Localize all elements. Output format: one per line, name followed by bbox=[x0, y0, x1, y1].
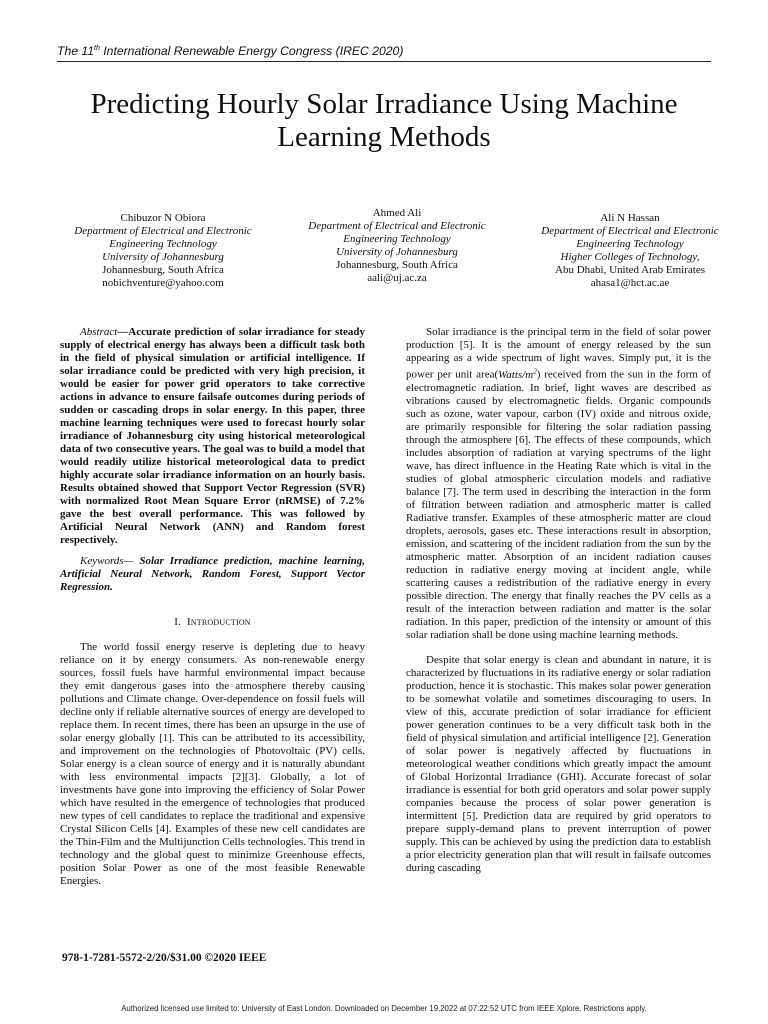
irradiance-text-after: ) received from the sun in the form of electromagnetic radiation. In brief, light waves are described as vibrations caused by electromagnetic fields. Organic compounds such as ozone, water vapour, carbon (IV) oxide and nitrous oxide, are primarily responsible for filtering the solar radiation passing through the atmosphere [6]. The effects of these compounds, which includes absorption of radiation at varying spectrums of the light wave, has direct influence in the Heating Rate which is vital in the studies of global atmospheric circulation models and radiative balance [7]. The term used in describing the interaction in the form of filtration between radiation and atmospheric matter is called Radiative transfer. Examples of these atmospheric matter are cloud droplets, aerosols, gases etc. These interactions result in absorption, emission, and scattering of the incident radiation from the sun by the atmospheric matter. Absorption of an incident radiation causes reduction in radiative energy moving at incident angle, while scattering causes a redistribution of the radiative energy in every possible direction. The energy that finally reaches the PV cells as a result of the interaction between radiation and matter is the solar radiation. In this paper, prediction of the intensity or amount of this solar radiation shall be done using machine learning methods. bbox=[406, 368, 711, 641]
author-dept: Department of Electrical and Electronic Engineering Technology bbox=[541, 225, 719, 250]
abstract bbox=[60, 326, 365, 547]
author-name: Chibuzor N Obiora bbox=[120, 212, 206, 224]
keywords-lead: Keywords— bbox=[80, 555, 134, 567]
left-column bbox=[60, 326, 365, 888]
right-column bbox=[406, 326, 711, 875]
keywords bbox=[60, 555, 365, 594]
author-location: Abu Dhabi, United Arab Emirates bbox=[555, 264, 705, 276]
author-university: Higher Colleges of Technology, bbox=[560, 251, 700, 263]
paper-title: Predicting Hourly Solar Irradiance Using Machine Learning Methods bbox=[90, 88, 678, 153]
conference-ordinal: th bbox=[94, 44, 100, 52]
author-university: University of Johannesburg bbox=[102, 251, 224, 263]
section-numeral: I. bbox=[174, 616, 182, 628]
unit-formula bbox=[498, 369, 537, 381]
license-footer: Authorized licensed use limited to: University of East London. Downloaded on December 19,2022 at 07:22:52 UTC from IEEE Xplore. Restrictions apply. bbox=[121, 1004, 647, 1013]
keywords-text: Solar Irradiance prediction, machine learning, Artificial Neural Network, Random Forest, Support Vector Regression. bbox=[60, 555, 365, 593]
author-email[interactable]: ahasa1@hct.ac.ae bbox=[590, 277, 670, 289]
irradiance-text-before: Solar irradiance is the principal term in the field of solar power production [5]. It is the amount of energy released by the sun appearing as a wide spectrum of light waves. Simply put, it is the power per unit area( bbox=[406, 326, 711, 381]
author-email[interactable]: nobichventure@yahoo.com bbox=[102, 277, 224, 289]
unit-formula-exponent: 2 bbox=[533, 367, 537, 375]
author-dept: Department of Electrical and Electronic Engineering Technology bbox=[308, 220, 486, 245]
conference-prefix: The 11 bbox=[57, 44, 95, 58]
section-heading-introduction bbox=[60, 616, 365, 629]
author-dept: Department of Electrical and Electronic Engineering Technology bbox=[74, 225, 252, 250]
isbn-copyright: 978-1-7281-5572-2/20/$31.00 ©2020 IEEE bbox=[62, 952, 267, 964]
header-rule bbox=[57, 61, 711, 62]
conference-suffix: International Renewable Energy Congress (IREC 2020) bbox=[99, 44, 404, 58]
author-block-1 bbox=[48, 212, 278, 290]
section-title-text: Introduction bbox=[186, 616, 251, 628]
author-university: University of Johannesburg bbox=[336, 246, 458, 258]
author-name: Ali N Hassan bbox=[600, 212, 660, 224]
author-block-2 bbox=[282, 207, 512, 285]
abstract-lead: Abstract bbox=[80, 326, 118, 338]
author-name: Ahmed Ali bbox=[372, 207, 422, 219]
conference-header bbox=[57, 44, 711, 58]
author-location: Johannesburg, South Africa bbox=[336, 259, 458, 271]
irradiance-paragraph bbox=[406, 326, 711, 642]
abstract-text: —Accurate prediction of solar irradiance for steady supply of electrical energy has always been a difficult task both in the field of physical simulation or artificial intelligence. If solar irradiance could be predicted with very high precision, it would be easier for power grid operators to take corrective actions in advance to ensure failsafe outcomes during periods of sudden or cascading drops in solar energy. In this paper, three machine learning techniques were used to forecast hourly solar irradiance of Johannesburg city using historical meteorological data of two consecutive years. The goal was to build a model that would readily utilize historical meteorological data to predict highly accurate solar irradiance information on an hourly basis. Results obtained showed that Support Vector Regression (SVR) with normalized Root Mean Square Error (nRMSE) of 7.2% gave the best overall performance. This was followed by Artificial Neural Network (ANN) and Random forest respectively. bbox=[60, 326, 365, 546]
intro-paragraph-1: The world fossil energy reserve is depleting due to heavy reliance on it by energy consumers. As non-renewable energy sources, fossil fuels have harmful environmental impact because they emit dangerous gases into the atmosphere thereby causing pollutions and Climate change. Over-dependence on fossil fuels will decline only if reliable alternative sources of energy are developed to replace them. In recent times, there has been an upsurge in the use of solar energy globally [1]. This can be attributed to its accessibility, and improvement on the technologies of Photovoltaic (PV) cells. Solar energy is a clean source of energy and it is naturally abundant with less environmental impacts [2][3]. Globally, a lot of investments have gone into improving the efficiency of Solar Power which have resulted in the emergence of technologies that produced new types of cell candidates to replace the traditional and expensive Crystal Silicon Cells [4]. Examples of these new cell candidates are the Thin-Film and the Multijunction Cells technologies. This trend in technology and the global quest to minimize Greenhouse effects, position Solar Power as one of the most feasible Renewable Energies. bbox=[60, 641, 365, 887]
author-email[interactable]: aali@uj.ac.za bbox=[367, 272, 427, 284]
unit-formula-base: Watts/m bbox=[498, 368, 534, 381]
author-block-3 bbox=[515, 212, 745, 290]
fluctuation-paragraph: Despite that solar energy is clean and abundant in nature, it is characterized by fluctuations in its radiative energy or solar radiation production, hence it is stochastic. This makes solar power generation to be somewhat volatile and sometimes discouraging to users. In view of this, accurate prediction of solar irradiance for efficient power generation continues to be a very difficult task both in the field of physical simulation and artificial intelligence [2]. Generation of solar power is negatively affected by fluctuations in meteorological weather conditions which greatly impact the amount of Global Horizontal Irradiance (GHI). Accurate forecast of solar irradiance is essential for both grid operators and solar power supply companies because the process of solar power generation is intermittent [5]. Prediction data are required by grid operators to prepare supply-demand plans to prevent interruption of power supply. This can be achieved by using the prediction data to establish a prior electricity generation plan that will result in failsafe outcomes during cascading bbox=[406, 653, 711, 874]
author-location: Johannesburg, South Africa bbox=[102, 264, 224, 276]
